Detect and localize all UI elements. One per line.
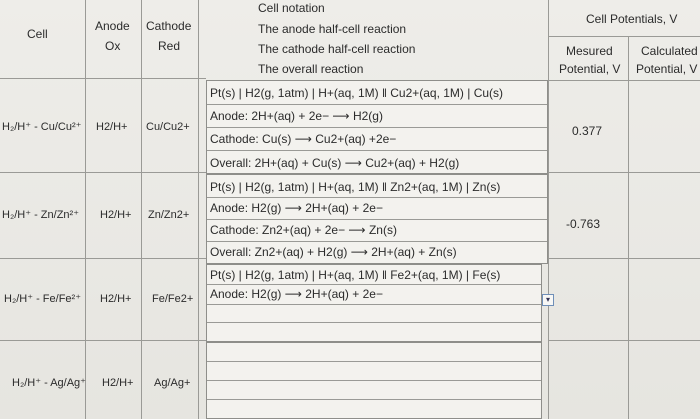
grid-line: [207, 127, 547, 128]
row-cathode: Zn/Zn2+: [148, 209, 190, 221]
grid-line: [207, 197, 547, 198]
grid-line: [207, 380, 541, 381]
grid-line: [207, 304, 541, 305]
overall-reaction: Overall: Zn2+(aq) + H2(g) ⟶ 2H+(aq) + Zn(s): [210, 245, 457, 259]
dropdown-arrow-icon[interactable]: ▾: [542, 294, 554, 306]
row-cathode: Ag/Ag+: [154, 377, 191, 389]
grid-line: [548, 0, 549, 419]
grid-line: [207, 241, 547, 242]
cathode-reaction: Cathode: Cu(s) ⟶ Cu2+(aq) +2e−: [210, 132, 397, 146]
row-anode: H2/H+: [96, 121, 128, 133]
grid-line: [198, 0, 199, 419]
grid-line: [548, 172, 700, 173]
anode-reaction: Anode: 2H+(aq) + 2e− ⟶ H2(g): [210, 109, 383, 123]
header-notation-1: Cell notation: [258, 1, 325, 15]
grid-line: [207, 284, 541, 285]
header-measured-unit: Potential, V: [559, 62, 621, 76]
cell-notation: Pt(s) | H2(g, 1atm) | H+(aq, 1M) ‖ Zn2+(aq, 1M) | Zn(s): [210, 180, 501, 194]
grid-line: [207, 104, 547, 105]
row-cathode: Cu/Cu2+: [146, 121, 190, 133]
header-notation-2: The anode half-cell reaction: [258, 22, 407, 36]
grid-line: [207, 219, 547, 220]
grid-line: [85, 0, 86, 419]
grid-line: [548, 36, 700, 37]
grid-line: [0, 340, 206, 341]
grid-line: [141, 0, 142, 419]
anode-reaction: Anode: H2(g) ⟶ 2H+(aq) + 2e−: [210, 201, 383, 215]
row-cell-name: H₂/H⁺ - Zn/Zn²⁺: [2, 209, 79, 221]
grid-line: [207, 399, 541, 400]
header-measured: Mesured: [566, 44, 613, 58]
row-anode: H2/H+: [100, 293, 132, 305]
header-calculated: Calculated: [641, 44, 698, 58]
grid-line: [207, 150, 547, 151]
grid-line: [0, 172, 206, 173]
header-notation-3: The cathode half-cell reaction: [258, 42, 416, 56]
grid-line: [207, 322, 541, 323]
header-cathode: Cathode: [146, 19, 192, 33]
header-cathode-red: Red: [158, 39, 181, 53]
grid-line: [628, 36, 629, 419]
anode-reaction: Anode: H2(g) ⟶ 2H+(aq) + 2e−: [210, 287, 383, 301]
header-anode-ox: Ox: [105, 39, 121, 53]
header-cell: Cell: [27, 27, 48, 41]
row-anode: H2/H+: [102, 377, 134, 389]
row-cell-name: H₂/H⁺ - Ag/Ag⁺: [12, 377, 86, 389]
row-cell-name: H₂/H⁺ - Fe/Fe²⁺: [4, 293, 81, 305]
cell-notation: Pt(s) | H2(g, 1atm) | H+(aq, 1M) ‖ Fe2+(aq, 1M) | Fe(s): [210, 268, 501, 282]
row-anode: H2/H+: [100, 209, 132, 221]
grid-line: [548, 258, 700, 259]
grid-line: [207, 361, 541, 362]
grid-line: [548, 80, 700, 81]
header-cell-potentials: Cell Potentials, V: [586, 12, 678, 26]
measured-potential[interactable]: 0.377: [572, 124, 603, 138]
grid-line: [0, 78, 206, 79]
grid-line: [0, 258, 206, 259]
header-calculated-unit: Potential, V: [636, 62, 698, 76]
row-cathode: Fe/Fe2+: [152, 293, 194, 305]
measured-potential[interactable]: -0.763: [566, 217, 601, 231]
grid-line: [548, 340, 700, 341]
row-cell-name: H₂/H⁺ - Cu/Cu²⁺: [2, 121, 82, 133]
header-anode: Anode: [95, 19, 130, 33]
cell-notation: Pt(s) | H2(g, 1atm) | H+(aq, 1M) ‖ Cu2+(aq, 1M) | Cu(s): [210, 86, 504, 100]
header-notation-4: The overall reaction: [258, 62, 364, 76]
overall-reaction: Overall: 2H+(aq) + Cu(s) ⟶ Cu2+(aq) + H2(g): [210, 156, 460, 170]
cathode-reaction: Cathode: Zn2+(aq) + 2e− ⟶ Zn(s): [210, 223, 397, 237]
